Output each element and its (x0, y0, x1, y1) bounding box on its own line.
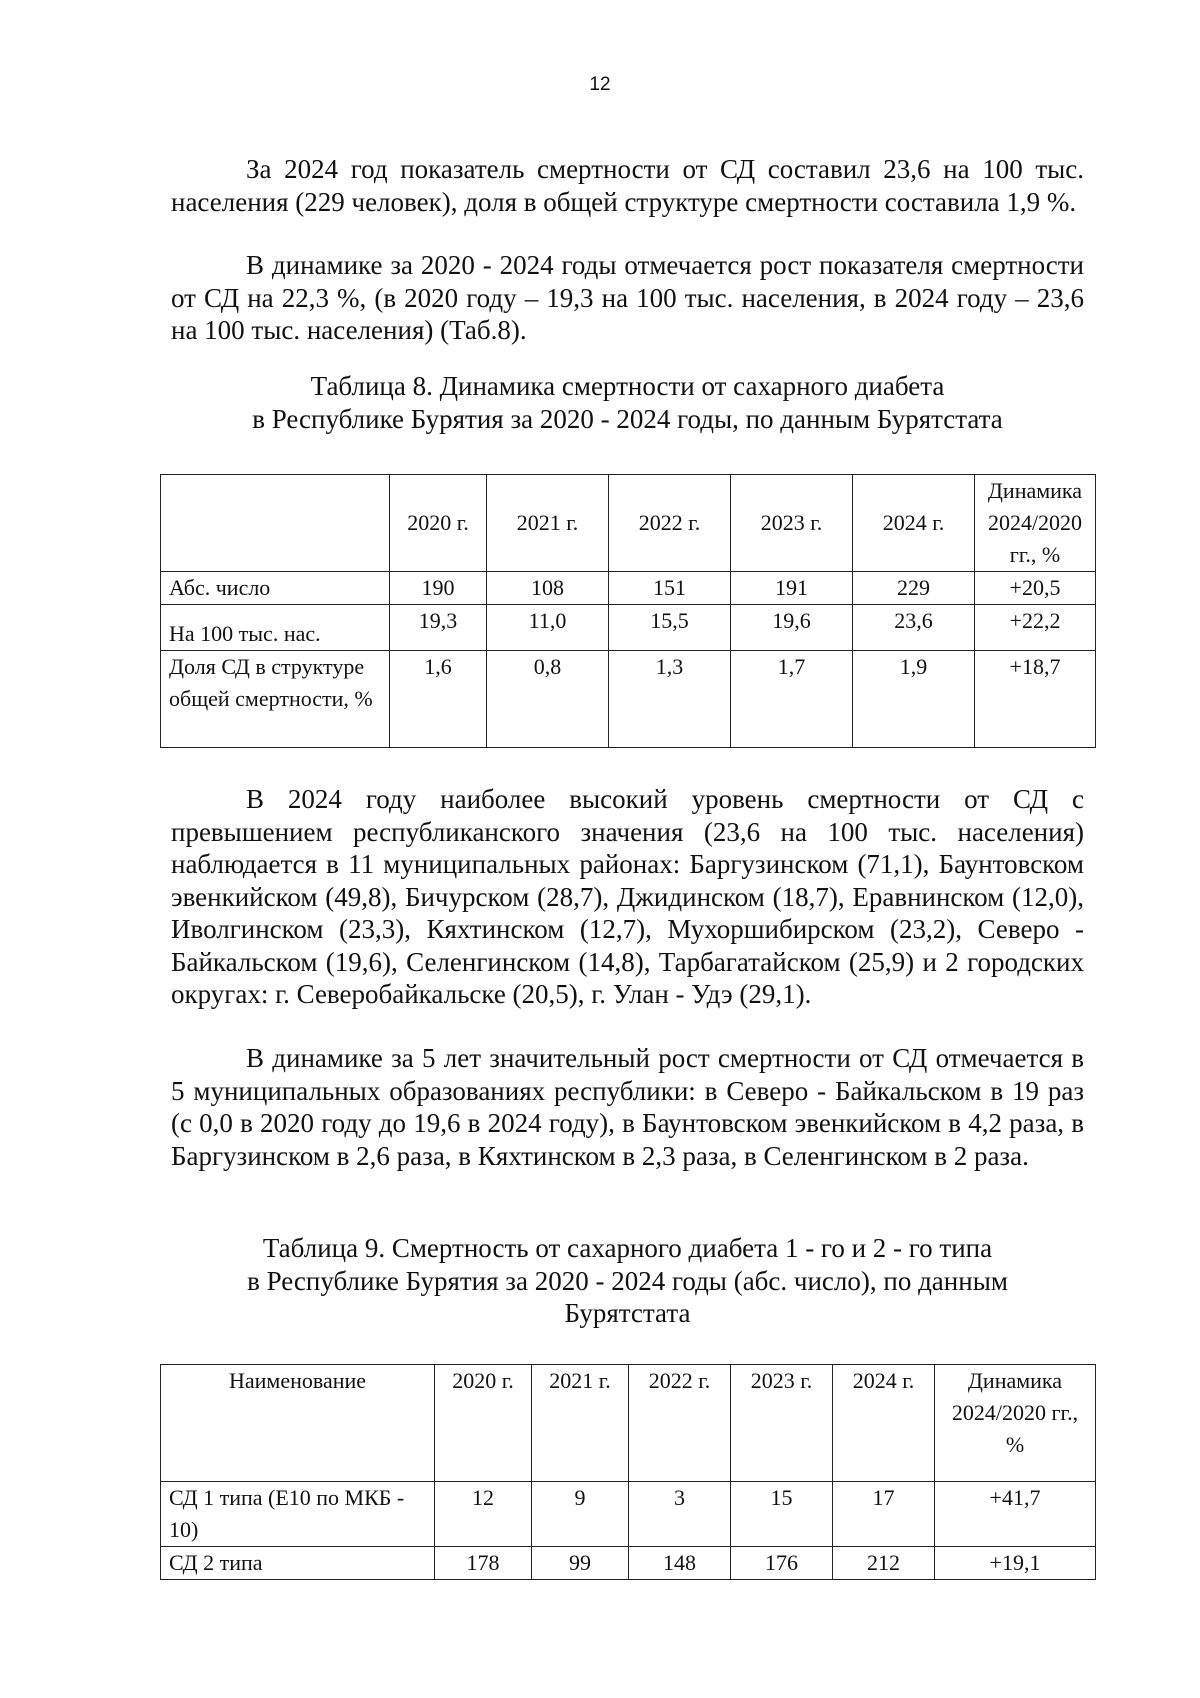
table9-caption-line1: Таблица 9. Смертность от сахарного диабета 1 - го и 2 - го типа (262, 1233, 993, 1263)
table8-cell: 19,3 (390, 605, 487, 651)
table9-header-cell: 2024 г. (833, 1365, 935, 1482)
table8-cell: 23,6 (853, 605, 975, 651)
table8-cell: +20,5 (975, 572, 1096, 605)
table-row (161, 572, 1096, 605)
table8-caption-line2: в Республике Бурятия за 2020 - 2024 годы, по данным Бурятстата (252, 403, 1003, 434)
table9-cell: +41,7 (935, 1482, 1096, 1547)
table8-caption (171, 370, 1084, 435)
table9-header-cell: 2023 г. (731, 1365, 833, 1482)
table9-header-cell: Динамика 2024/2020 гг., % (935, 1365, 1096, 1482)
paragraph-dynamics-2020-2024: В динамике за 2020 - 2024 годы отмечается рост показателя смертности от СД на 22,3 %, (в 2020 году – 19,3 на 100 тыс. населения, в 2024 году – 23,6 на 100 тыс. населения) (Таб.8). (171, 250, 1084, 345)
table8-header-cell: Динамика 2024/2020 гг., % (975, 475, 1096, 572)
table8-cell: 11,0 (487, 605, 609, 651)
paragraph-five-year-growth: В динамике за 5 лет значительный рост смертности от СД отмечается в 5 муниципальных образованиях республики: в Северо - Байкальском в 19 раз (с 0,0 в 2020 году до 19,6 в 2024 году), в Баунтовском эвенкийском в 4,2 раза, в Баргузинском в 2,6 раза, в Кяхтинском в 2,3 раза, в Селенгинском в 2 раза. (171, 1043, 1084, 1171)
table9-cell: 178 (435, 1547, 532, 1580)
table8-cell: 191 (731, 572, 853, 605)
table8-cell: Абс. число (161, 572, 390, 605)
table9-cell: 12 (435, 1482, 532, 1547)
table8-header-cell: 2021 г. (487, 475, 609, 572)
table9-cell: СД 1 типа (Е10 по МКБ - 10) (161, 1482, 435, 1547)
table8-header-cell: 2020 г. (390, 475, 487, 572)
table8-cell: 190 (390, 572, 487, 605)
table9-cell: +19,1 (935, 1547, 1096, 1580)
table8-cell: 108 (487, 572, 609, 605)
table9-caption (171, 1232, 1084, 1330)
table-row (161, 605, 1096, 651)
table8-cell: 15,5 (609, 605, 731, 651)
table9-cell: СД 2 типа (161, 1547, 435, 1580)
table8 (160, 474, 1096, 748)
table9-cell: 3 (629, 1482, 731, 1547)
table9-header-cell: 2021 г. (532, 1365, 629, 1482)
table9-header-cell: 2020 г. (435, 1365, 532, 1482)
table-row (161, 1547, 1096, 1580)
table9-caption-line3: Бурятстата (564, 1298, 691, 1328)
table8-cell: +22,2 (975, 605, 1096, 651)
table9-cell: 212 (833, 1547, 935, 1580)
table9-cell: 17 (833, 1482, 935, 1547)
table8-cell: 1,7 (731, 651, 853, 748)
table9 (160, 1364, 1096, 1580)
table9-cell: 15 (731, 1482, 833, 1547)
table8-cell: 1,9 (853, 651, 975, 748)
table8-header-cell: 2023 г. (731, 475, 853, 572)
table8-cell: 229 (853, 572, 975, 605)
table9-cell: 99 (532, 1547, 629, 1580)
table9-header-cell: Наименование (161, 1365, 435, 1482)
paragraph-high-mortality-districts: В 2024 году наиболее высокий уровень смертности от СД с превышением республиканского значения (23,6 на 100 тыс. населения) наблюдается в 11 муниципальных районах: Баргузинском (71,1), Баунтовском эвенкийском (49,8), Бичурском (28,7), Джидинском (18,7), Еравнинском (12,0), Иволгинском (23,3), Кяхтинском (12,7), Мухоршибирском (23,2), Северо - Байкальском (19,6), Селенгинском (14,8), Тарбагатайском (25,9) и 2 городских округах: г. Северобайкальске (20,5), г. Улан - Удэ (29,1). (171, 784, 1084, 1009)
table8-cell: 19,6 (731, 605, 853, 651)
table9-cell: 9 (532, 1482, 629, 1547)
table8-cell: +18,7 (975, 651, 1096, 748)
table8-header-cell: 2022 г. (609, 475, 731, 572)
table8-cell: 0,8 (487, 651, 609, 748)
table8-cell: На 100 тыс. нас. (161, 605, 390, 651)
paragraph-mortality-2024: За 2024 год показатель смертности от СД составил 23,6 на 100 тыс. населения (229 человек), доля в общей структуре смертности составила 1,9 %. (171, 154, 1084, 217)
table-row (161, 1482, 1096, 1547)
table8-caption-line1: Таблица 8. Динамика смертности от сахарного диабета (310, 371, 945, 401)
table8-cell: 1,3 (609, 651, 731, 748)
table9-cell: 176 (731, 1547, 833, 1580)
table9-header-cell: 2022 г. (629, 1365, 731, 1482)
table9-caption-line2: в Республике Бурятия за 2020 - 2024 годы (абс. число), по данным (247, 1265, 1008, 1296)
table8-header-cell (161, 475, 390, 572)
page-number: 12 (589, 74, 611, 95)
table8-header-cell: 2024 г. (853, 475, 975, 572)
table8-cell: 151 (609, 572, 731, 605)
table8-cell: 1,6 (390, 651, 487, 748)
table8-cell: Доля СД в структуре общей смертности, % (161, 651, 390, 748)
table-row (161, 651, 1096, 748)
table9-cell: 148 (629, 1547, 731, 1580)
